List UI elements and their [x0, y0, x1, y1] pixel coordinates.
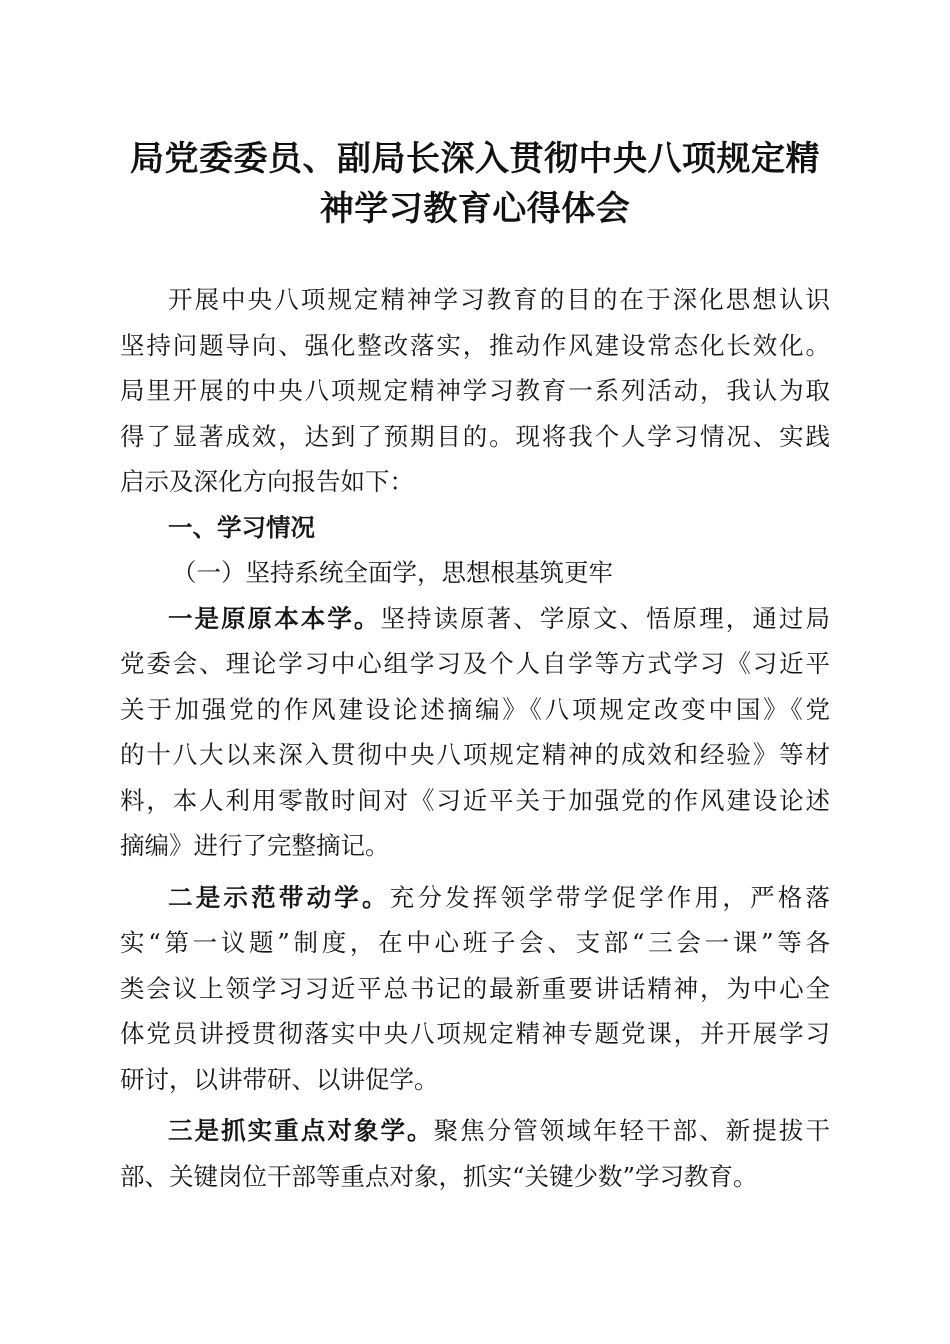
document-body	[120, 277, 830, 1199]
document-title	[110, 134, 840, 234]
p1-line-4: 的十八大以来深入贯彻中央八项规定精神的成效和经验》等材	[120, 740, 830, 769]
p1-first-line	[120, 596, 830, 642]
subsection-heading: （一）坚持系统全面学，思想根基筑更牢	[172, 558, 613, 587]
title-line-1: 局党委委员、副局长深入贯彻中央八项规定精	[130, 139, 820, 179]
intro-line-5: 启示及深化方向报告如下：	[120, 467, 414, 496]
p3-line-2: 部、关键岗位干部等重点对象，抓实“关键少数”学习教育。	[120, 1161, 758, 1191]
intro-line-2: 坚持问题导向、强化整改落实，推动作风建设常态化长效化。	[120, 330, 830, 360]
p1-line-3: 关于加强党的作风建设论述摘编》《八项规定改变中国》《党	[120, 694, 830, 724]
p1-first-rest: 坚持读原著、学原文、悟原理，通过局	[380, 603, 830, 633]
intro-line-3: 局里开展的中央八项规定精神学习教育一系列活动，我认为取	[120, 376, 830, 405]
intro-line-4: 得了显著成效，达到了预期目的。现将我个人学习情况、实践	[120, 421, 830, 451]
title-line-2: 神学习教育心得体会	[319, 189, 631, 229]
p3-lead: 三是抓实重点对象学。	[168, 1116, 434, 1145]
p2-line-3: 类会议上领学习习近平总书记的最新重要讲话精神，为中心全	[120, 973, 830, 1003]
p2-first-rest: 充分发挥领学带学促学作用，严格落	[389, 882, 831, 912]
p1-lead: 一是原原本本学。	[168, 603, 381, 633]
p1-line-6: 摘编》进行了完整摘记。	[120, 831, 390, 860]
p3-first-line	[120, 1108, 830, 1154]
p2-line-5: 研讨，以讲带研、以讲促学。	[120, 1064, 439, 1094]
p2-line-2: 实“第一议题”制度，在中心班子会、支部“三会一课”等各	[120, 928, 830, 957]
intro-line-1: 开展中央八项规定精神学习教育的目的在于深化思想认识	[168, 285, 830, 314]
p2-line-4: 体党员讲授贯彻落实中央八项规定精神专题党课，并开展学习	[120, 1019, 830, 1048]
p2-lead: 二是示范带动学。	[168, 882, 390, 912]
p1-line-5: 料，本人利用零散时间对《习近平关于加强党的作风建设论述	[120, 785, 830, 815]
p1-line-2: 党委会、理论学习中心组学习及个人自学等方式学习《习近平	[120, 649, 830, 678]
section-heading: 一、学习情况	[168, 512, 315, 542]
p3-first-rest: 聚焦分管领域年轻干部、新提拔干	[433, 1116, 830, 1145]
p2-first-line	[120, 875, 830, 921]
